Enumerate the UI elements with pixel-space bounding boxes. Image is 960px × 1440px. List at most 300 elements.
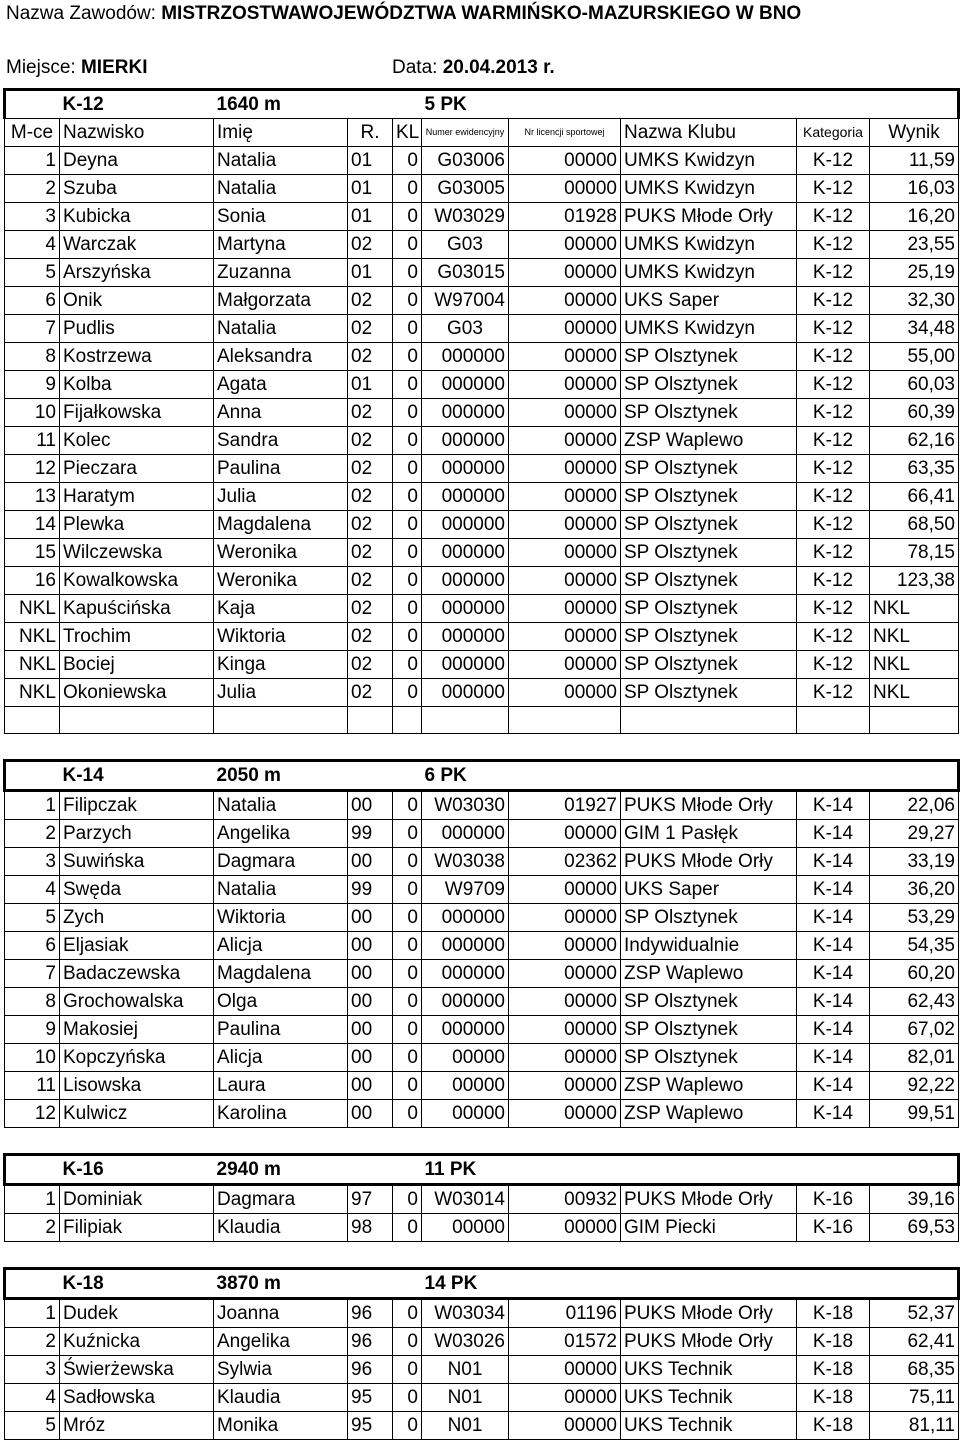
- spacer-cell: [621, 1242, 797, 1269]
- cell-name: Angelika: [214, 1328, 348, 1356]
- cell-license: 00000: [509, 343, 621, 371]
- cell-result: 23,55: [870, 231, 959, 259]
- cell-name: Wiktoria: [214, 623, 348, 651]
- cell-place: 1: [5, 147, 60, 175]
- cell-license: 00000: [509, 904, 621, 932]
- cell-club: SP Olsztynek: [621, 511, 797, 539]
- col-header-category: Kategoria: [797, 119, 870, 147]
- cell-reg: 000000: [422, 1016, 509, 1044]
- table-row: [5, 1100, 959, 1128]
- cell-license: 00000: [509, 399, 621, 427]
- cell-reg: G03006: [422, 147, 509, 175]
- spacer-cell: [870, 1128, 959, 1155]
- cell-surname: Szuba: [60, 175, 214, 203]
- cell-license: 00000: [509, 259, 621, 287]
- cell-year: 01: [348, 175, 393, 203]
- section-spacer: [5, 90, 60, 119]
- cell-category: K-18: [797, 1299, 870, 1328]
- spacer-cell: [393, 734, 422, 761]
- section-spacer: [5, 761, 60, 791]
- col-header-license: Nr licencji sportowej: [509, 119, 621, 147]
- cell-category: K-14: [797, 1044, 870, 1072]
- cell-category: K-16: [797, 1214, 870, 1242]
- cell-club: UKS Saper: [621, 287, 797, 315]
- table-row: [5, 203, 959, 231]
- section-fill: [621, 1155, 959, 1185]
- cell-kl: 0: [393, 147, 422, 175]
- section-controls: 5 PK: [422, 90, 621, 119]
- cell-category: K-18: [797, 1384, 870, 1412]
- cell-place: 11: [5, 427, 60, 455]
- table-row: [5, 147, 959, 175]
- cell-place: 6: [5, 287, 60, 315]
- cell-result: 75,11: [870, 1384, 959, 1412]
- cell-club: SP Olsztynek: [621, 651, 797, 679]
- cell-result: 69,53: [870, 1214, 959, 1242]
- col-header-reg: Numer ewidencyjny: [422, 119, 509, 147]
- cell-license: 00000: [509, 1072, 621, 1100]
- cell-surname: Filipiak: [60, 1214, 214, 1242]
- table-row: [5, 1185, 959, 1214]
- cell-reg: N01: [422, 1356, 509, 1384]
- cell-kl: 0: [393, 820, 422, 848]
- cell-category: K-12: [797, 175, 870, 203]
- cell-year: 02: [348, 399, 393, 427]
- cell-license: 01572: [509, 1328, 621, 1356]
- cell-club: SP Olsztynek: [621, 679, 797, 707]
- cell-result: 92,22: [870, 1072, 959, 1100]
- cell-license: 00000: [509, 651, 621, 679]
- cell-category: K-12: [797, 203, 870, 231]
- cell-category: K-12: [797, 623, 870, 651]
- table-row: [5, 876, 959, 904]
- results-table: [3, 88, 957, 1440]
- cell-club: ZSP Waplewo: [621, 1100, 797, 1128]
- spacer-cell: [870, 734, 959, 761]
- cell-year: 01: [348, 371, 393, 399]
- table-row: [5, 904, 959, 932]
- spacer-cell: [60, 1242, 214, 1269]
- cell-surname: Kowalkowska: [60, 567, 214, 595]
- cell-license: 00000: [509, 1356, 621, 1384]
- cell-category: K-12: [797, 679, 870, 707]
- cell-place: 12: [5, 1100, 60, 1128]
- cell-license: 00000: [509, 1016, 621, 1044]
- cell-name: Magdalena: [214, 511, 348, 539]
- cell-year: 96: [348, 1299, 393, 1328]
- cell-name: Zuzanna: [214, 259, 348, 287]
- col-header-name: Imię: [214, 119, 348, 147]
- cell-surname: Warczak: [60, 231, 214, 259]
- cell-surname: Pieczara: [60, 455, 214, 483]
- table-row: [5, 399, 959, 427]
- spacer-cell: [621, 1128, 797, 1155]
- spacer-cell: [797, 1242, 870, 1269]
- spacer-cell: [509, 734, 621, 761]
- cell-club: GIM Piecki: [621, 1214, 797, 1242]
- spacer-cell: [422, 707, 509, 734]
- cell-category: K-12: [797, 343, 870, 371]
- cell-surname: Grochowalska: [60, 988, 214, 1016]
- cell-surname: Suwińska: [60, 848, 214, 876]
- table-row: [5, 1328, 959, 1356]
- table-row: [5, 427, 959, 455]
- cell-reg: 000000: [422, 567, 509, 595]
- cell-kl: 0: [393, 539, 422, 567]
- cell-club: PUKS Młode Orły: [621, 791, 797, 820]
- cell-reg: W03034: [422, 1299, 509, 1328]
- cell-category: K-14: [797, 820, 870, 848]
- cell-year: 98: [348, 1214, 393, 1242]
- cell-kl: 0: [393, 1185, 422, 1214]
- cell-name: Weronika: [214, 539, 348, 567]
- section-fill: [621, 90, 959, 119]
- cell-name: Paulina: [214, 455, 348, 483]
- cell-result: 55,00: [870, 343, 959, 371]
- cell-result: 67,02: [870, 1016, 959, 1044]
- cell-reg: 000000: [422, 539, 509, 567]
- cell-result: 62,43: [870, 988, 959, 1016]
- cell-year: 99: [348, 820, 393, 848]
- cell-club: UKS Saper: [621, 876, 797, 904]
- cell-place: 15: [5, 539, 60, 567]
- cell-year: 02: [348, 315, 393, 343]
- cell-name: Kinga: [214, 651, 348, 679]
- table-row: [5, 988, 959, 1016]
- cell-category: K-16: [797, 1185, 870, 1214]
- cell-kl: 0: [393, 399, 422, 427]
- cell-reg: 000000: [422, 427, 509, 455]
- table-row: [5, 231, 959, 259]
- cell-place: 13: [5, 483, 60, 511]
- cell-kl: 0: [393, 1384, 422, 1412]
- cell-category: K-14: [797, 791, 870, 820]
- spacer-cell: [422, 734, 509, 761]
- cell-reg: G03: [422, 315, 509, 343]
- cell-license: 01196: [509, 1299, 621, 1328]
- col-header-surname: Nazwisko: [60, 119, 214, 147]
- section-category: K-12: [60, 90, 214, 119]
- cell-name: Dagmara: [214, 1185, 348, 1214]
- cell-result: 66,41: [870, 483, 959, 511]
- spacer-cell: [393, 707, 422, 734]
- cell-club: SP Olsztynek: [621, 988, 797, 1016]
- date-line: [392, 56, 555, 80]
- cell-surname: Kolba: [60, 371, 214, 399]
- competition-title: [6, 2, 801, 26]
- spacer-cell: [5, 1128, 60, 1155]
- cell-license: 00000: [509, 988, 621, 1016]
- cell-license: 00000: [509, 960, 621, 988]
- cell-year: 02: [348, 679, 393, 707]
- table-row: [5, 1299, 959, 1328]
- cell-kl: 0: [393, 1100, 422, 1128]
- section-distance: 3870 m: [214, 1269, 348, 1299]
- cell-name: Anna: [214, 399, 348, 427]
- cell-year: 02: [348, 651, 393, 679]
- cell-result: 60,20: [870, 960, 959, 988]
- cell-year: 02: [348, 623, 393, 651]
- cell-license: 00000: [509, 876, 621, 904]
- table-row: [5, 1412, 959, 1440]
- cell-surname: Arszyńska: [60, 259, 214, 287]
- cell-place: 7: [5, 315, 60, 343]
- cell-name: Weronika: [214, 567, 348, 595]
- cell-kl: 0: [393, 259, 422, 287]
- spacer-cell: [797, 1128, 870, 1155]
- cell-surname: Kolec: [60, 427, 214, 455]
- cell-place: 1: [5, 1185, 60, 1214]
- cell-name: Natalia: [214, 315, 348, 343]
- cell-kl: 0: [393, 960, 422, 988]
- cell-kl: 0: [393, 455, 422, 483]
- cell-kl: 0: [393, 427, 422, 455]
- cell-name: Dagmara: [214, 848, 348, 876]
- table-row: [5, 932, 959, 960]
- section-fill: [621, 1269, 959, 1299]
- col-header-place: M-ce: [5, 119, 60, 147]
- place-label: Miejsce:: [6, 57, 76, 78]
- cell-place: 2: [5, 1214, 60, 1242]
- table-row: [5, 1072, 959, 1100]
- cell-place: 9: [5, 1016, 60, 1044]
- spacer-cell: [509, 1128, 621, 1155]
- cell-license: 00000: [509, 539, 621, 567]
- spacer-row: [5, 734, 959, 761]
- cell-name: Paulina: [214, 1016, 348, 1044]
- cell-name: Angelika: [214, 820, 348, 848]
- cell-kl: 0: [393, 876, 422, 904]
- cell-category: K-14: [797, 1016, 870, 1044]
- cell-reg: G03005: [422, 175, 509, 203]
- spacer-cell: [393, 1242, 422, 1269]
- cell-surname: Kuźnicka: [60, 1328, 214, 1356]
- section-controls: 14 PK: [422, 1269, 621, 1299]
- cell-surname: Filipczak: [60, 791, 214, 820]
- cell-license: 00000: [509, 231, 621, 259]
- cell-surname: Okoniewska: [60, 679, 214, 707]
- cell-reg: W03014: [422, 1185, 509, 1214]
- cell-surname: Kopczyńska: [60, 1044, 214, 1072]
- cell-name: Wiktoria: [214, 904, 348, 932]
- cell-reg: N01: [422, 1412, 509, 1440]
- cell-reg: W97004: [422, 287, 509, 315]
- table-row: [5, 259, 959, 287]
- cell-result: NKL: [870, 679, 959, 707]
- cell-place: 1: [5, 1299, 60, 1328]
- cell-name: Sonia: [214, 203, 348, 231]
- cell-result: 25,19: [870, 259, 959, 287]
- table-row: [5, 175, 959, 203]
- table-row: [5, 315, 959, 343]
- cell-result: 78,15: [870, 539, 959, 567]
- cell-club: SP Olsztynek: [621, 399, 797, 427]
- table-row: [5, 455, 959, 483]
- cell-category: K-14: [797, 932, 870, 960]
- cell-license: 00000: [509, 679, 621, 707]
- table-row: [5, 651, 959, 679]
- cell-kl: 0: [393, 848, 422, 876]
- cell-category: K-14: [797, 876, 870, 904]
- cell-license: 00000: [509, 932, 621, 960]
- cell-club: PUKS Młode Orły: [621, 848, 797, 876]
- cell-result: 60,03: [870, 371, 959, 399]
- cell-year: 96: [348, 1356, 393, 1384]
- spacer-cell: [60, 734, 214, 761]
- cell-reg: 000000: [422, 820, 509, 848]
- cell-kl: 0: [393, 932, 422, 960]
- cell-kl: 0: [393, 679, 422, 707]
- section-gap: [348, 1155, 422, 1185]
- cell-surname: Kostrzewa: [60, 343, 214, 371]
- cell-year: 95: [348, 1412, 393, 1440]
- cell-result: 54,35: [870, 932, 959, 960]
- cell-place: NKL: [5, 623, 60, 651]
- spacer-cell: [422, 1242, 509, 1269]
- table-row: [5, 1214, 959, 1242]
- col-header-year: R.: [348, 119, 393, 147]
- cell-result: 60,39: [870, 399, 959, 427]
- cell-name: Julia: [214, 483, 348, 511]
- cell-year: 95: [348, 1384, 393, 1412]
- cell-surname: Badaczewska: [60, 960, 214, 988]
- cell-kl: 0: [393, 287, 422, 315]
- spacer-cell: [348, 707, 393, 734]
- cell-club: SP Olsztynek: [621, 371, 797, 399]
- cell-year: 00: [348, 1072, 393, 1100]
- cell-reg: 000000: [422, 932, 509, 960]
- spacer-cell: [214, 1128, 348, 1155]
- cell-year: 02: [348, 427, 393, 455]
- cell-category: K-12: [797, 147, 870, 175]
- cell-club: PUKS Młode Orły: [621, 1299, 797, 1328]
- cell-reg: 000000: [422, 483, 509, 511]
- cell-license: 00000: [509, 315, 621, 343]
- cell-year: 96: [348, 1328, 393, 1356]
- cell-club: ZSP Waplewo: [621, 1072, 797, 1100]
- cell-club: SP Olsztynek: [621, 455, 797, 483]
- cell-category: K-12: [797, 399, 870, 427]
- cell-license: 00000: [509, 1214, 621, 1242]
- cell-kl: 0: [393, 511, 422, 539]
- cell-place: 5: [5, 1412, 60, 1440]
- cell-name: Sylwia: [214, 1356, 348, 1384]
- spacer-cell: [621, 707, 797, 734]
- cell-place: 16: [5, 567, 60, 595]
- spacer-cell: [214, 707, 348, 734]
- cell-name: Sandra: [214, 427, 348, 455]
- section-controls: 6 PK: [422, 761, 621, 791]
- table-row: [5, 595, 959, 623]
- section-header-row: [5, 1155, 959, 1185]
- cell-reg: W9709: [422, 876, 509, 904]
- cell-club: UMKS Kwidzyn: [621, 147, 797, 175]
- table-row: [5, 1016, 959, 1044]
- cell-result: 22,06: [870, 791, 959, 820]
- cell-result: 53,29: [870, 904, 959, 932]
- section-category: K-18: [60, 1269, 214, 1299]
- cell-license: 00000: [509, 1412, 621, 1440]
- section-controls: 11 PK: [422, 1155, 621, 1185]
- cell-category: K-14: [797, 988, 870, 1016]
- cell-reg: W03030: [422, 791, 509, 820]
- date-value: 20.04.2013 r.: [442, 57, 555, 78]
- spacer-cell: [5, 707, 60, 734]
- cell-reg: 000000: [422, 651, 509, 679]
- cell-category: K-18: [797, 1412, 870, 1440]
- cell-place: 4: [5, 231, 60, 259]
- cell-surname: Zych: [60, 904, 214, 932]
- cell-name: Małgorzata: [214, 287, 348, 315]
- cell-club: GIM 1 Pasłęk: [621, 820, 797, 848]
- section-distance: 1640 m: [214, 90, 348, 119]
- cell-surname: Haratym: [60, 483, 214, 511]
- spacer-cell: [214, 1242, 348, 1269]
- cell-kl: 0: [393, 315, 422, 343]
- cell-kl: 0: [393, 1356, 422, 1384]
- cell-license: 00000: [509, 147, 621, 175]
- cell-year: 99: [348, 876, 393, 904]
- cell-category: K-18: [797, 1328, 870, 1356]
- cell-kl: 0: [393, 343, 422, 371]
- table-row: [5, 960, 959, 988]
- cell-club: UMKS Kwidzyn: [621, 259, 797, 287]
- cell-result: 16,20: [870, 203, 959, 231]
- cell-reg: 000000: [422, 595, 509, 623]
- cell-club: UKS Technik: [621, 1356, 797, 1384]
- cell-name: Aleksandra: [214, 343, 348, 371]
- cell-result: 32,30: [870, 287, 959, 315]
- cell-category: K-12: [797, 483, 870, 511]
- cell-license: 00000: [509, 511, 621, 539]
- table-row: [5, 848, 959, 876]
- spacer-cell: [348, 1242, 393, 1269]
- cell-kl: 0: [393, 483, 422, 511]
- cell-category: K-14: [797, 1072, 870, 1100]
- table-row: [5, 1356, 959, 1384]
- cell-year: 01: [348, 259, 393, 287]
- cell-result: 62,16: [870, 427, 959, 455]
- cell-kl: 0: [393, 1214, 422, 1242]
- spacer-cell: [214, 734, 348, 761]
- cell-name: Laura: [214, 1072, 348, 1100]
- section-category: K-14: [60, 761, 214, 791]
- cell-reg: 00000: [422, 1214, 509, 1242]
- spacer-row: [5, 1128, 959, 1155]
- cell-reg: 000000: [422, 679, 509, 707]
- cell-year: 02: [348, 567, 393, 595]
- section-header-row: [5, 1269, 959, 1299]
- table-row: [5, 511, 959, 539]
- cell-result: 16,03: [870, 175, 959, 203]
- cell-club: SP Olsztynek: [621, 539, 797, 567]
- place-value: MIERKI: [80, 57, 148, 78]
- cell-category: K-12: [797, 595, 870, 623]
- cell-club: SP Olsztynek: [621, 1016, 797, 1044]
- competition-name: MISTRZOSTWAWOJEWÓDZTWA WARMIŃSKO-MAZURSKIEGO W BNO: [161, 3, 802, 24]
- cell-club: SP Olsztynek: [621, 343, 797, 371]
- cell-kl: 0: [393, 1016, 422, 1044]
- cell-club: PUKS Młode Orły: [621, 203, 797, 231]
- cell-reg: W03038: [422, 848, 509, 876]
- cell-club: UMKS Kwidzyn: [621, 315, 797, 343]
- cell-name: Agata: [214, 371, 348, 399]
- cell-place: 7: [5, 960, 60, 988]
- table-row: [5, 679, 959, 707]
- section-distance: 2050 m: [214, 761, 348, 791]
- cell-surname: Kulwicz: [60, 1100, 214, 1128]
- cell-category: K-12: [797, 651, 870, 679]
